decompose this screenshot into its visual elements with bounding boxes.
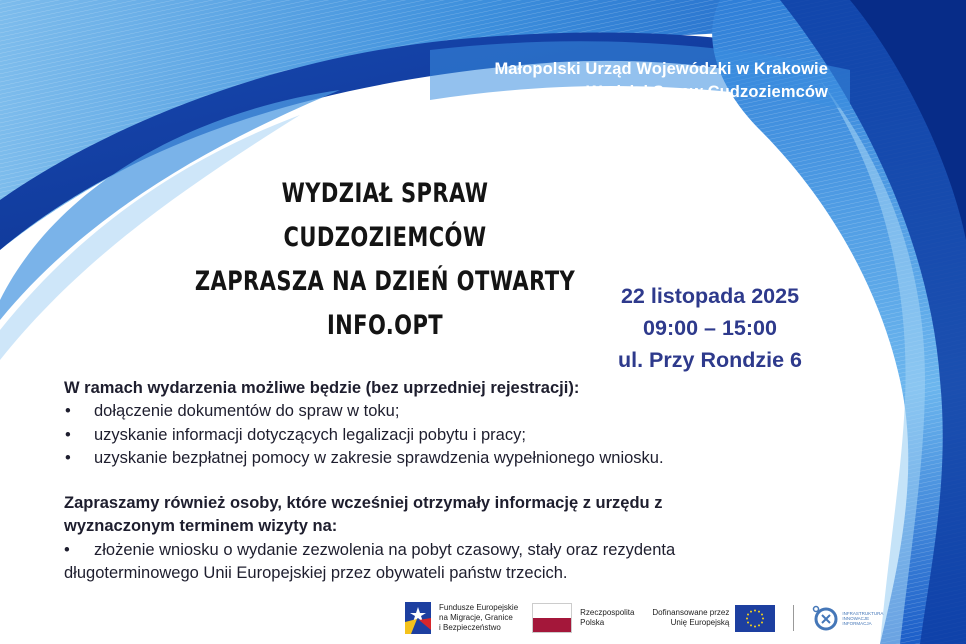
event-time: 09:00 – 15:00 <box>643 316 777 340</box>
poland-logo <box>518 603 634 633</box>
bullet-icon: • <box>65 425 71 444</box>
event-description <box>64 377 744 585</box>
list-item-text: uzyskanie informacji dotyczących legalizacji pobytu i pracy; <box>94 425 526 444</box>
bullet-icon: • <box>65 402 71 421</box>
iii-circle-icon <box>812 605 838 631</box>
list-item <box>64 400 744 423</box>
ik-line-3: INFORMACJA <box>842 620 872 626</box>
logo-divider <box>793 605 794 631</box>
event-date: 22 listopada 2025 <box>620 284 800 308</box>
iii-logo <box>812 605 883 631</box>
funding-logos-bar <box>405 598 885 638</box>
eu-cofunding-logo <box>634 605 775 632</box>
organization-header <box>494 58 828 104</box>
list-item-continuation: długoterminowego Unii Europejskiej przez obywateli państw trzecich. <box>64 564 568 583</box>
list-item <box>64 447 744 470</box>
section1-heading: W ramach wydarzenia możliwe będzie (bez uprzedniej rejestracji): <box>64 379 580 397</box>
event-address: ul. Przy Rondzie 6 <box>618 348 802 372</box>
poland-flag-icon <box>532 603 572 633</box>
list-item <box>64 539 744 562</box>
bullet-icon: • <box>64 540 70 559</box>
org-department: Wydział Spraw Cudzoziemców <box>586 83 828 101</box>
event-title <box>186 172 584 348</box>
rp-line-2: Polska <box>580 618 605 627</box>
eu-flag-icon <box>735 605 775 632</box>
title-line-2: ZAPRASZA NA DZIEŃ OTWARTY INFO.OPT <box>194 266 576 341</box>
section2-heading-line-1: Zapraszamy również osoby, które wcześniej otrzymały informację z urzędu z <box>64 494 663 513</box>
title-line-1: WYDZIAŁ SPRAW CUDZOZIEMCÓW <box>281 178 489 253</box>
fe-line-2: na Migracje, Granice <box>439 613 513 622</box>
fe-migration-logo <box>405 602 518 634</box>
list-item-text: złożenie wniosku o wydanie zezwolenia na pobyt czasowy, stały oraz rezydenta <box>94 540 676 559</box>
bullet-icon: • <box>65 448 71 467</box>
eu-funds-star-icon <box>405 602 431 634</box>
eu-line-2: Unię Europejską <box>670 618 730 627</box>
ik-line-1: INFRASTRUKTURA <box>842 610 884 616</box>
event-details <box>560 280 860 376</box>
list-item-text: uzyskanie bezpłatnej pomocy w zakresie sprawdzenia wypełnionego wniosku. <box>94 448 664 467</box>
org-name: Małopolski Urząd Wojewódzki w Krakowie <box>494 60 828 78</box>
rp-line-1: Rzeczpospolita <box>580 608 635 617</box>
list-item <box>64 424 744 447</box>
eu-line-1: Dofinansowane przez <box>652 608 730 617</box>
ik-line-2: INNOWACJE <box>842 615 870 621</box>
fe-line-1: Fundusze Europejskie <box>439 603 519 612</box>
section2-heading-line-2: wyznaczonym terminem wizyty na: <box>64 517 338 536</box>
fe-line-3: i Bezpieczeństwo <box>439 623 501 632</box>
list-item-text: dołączenie dokumentów do spraw w toku; <box>94 402 400 421</box>
